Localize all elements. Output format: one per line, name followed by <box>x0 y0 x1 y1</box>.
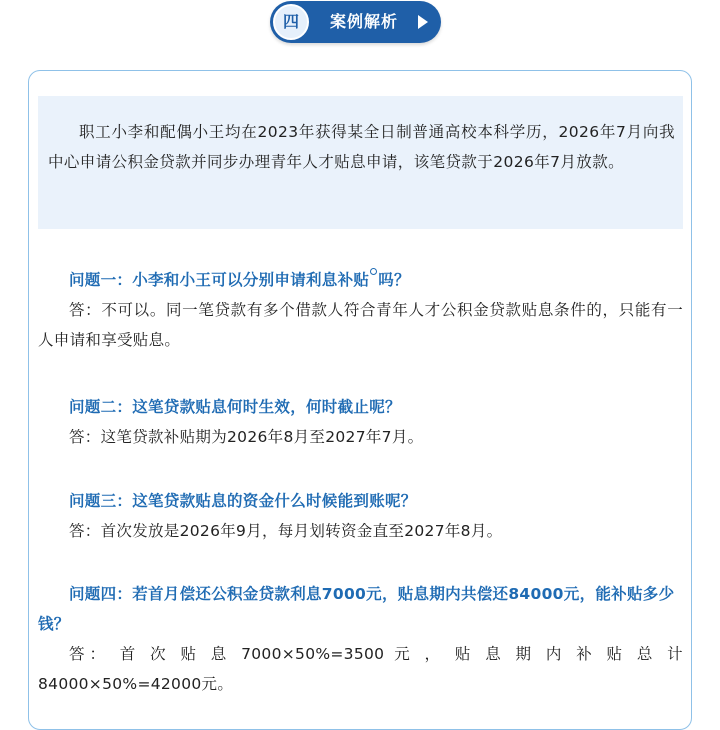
case-intro-text: 职工小李和配偶小王均在2023年获得某全日制普通高校本科学历，2026年7月向我中心申请公积金贷款并同步办理青年人才贴息申请，该笔贷款于2026年7月放款。 <box>48 123 675 171</box>
case-intro-box <box>38 96 683 229</box>
answer-2: 答：这笔贷款补贴期为2026年8月至2027年7月。 <box>69 428 424 446</box>
qa-item-2 <box>38 392 683 452</box>
search-icon[interactable] <box>370 268 377 275</box>
question-1 <box>38 265 683 295</box>
question-1-text: 问题一：小李和小王可以分别申请利息补贴 <box>69 271 370 289</box>
answer-4-line-2: 84000×50%=42000元。 <box>38 675 234 693</box>
answer-4-line-1: 答： 首 次 贴 息 7000×50%=3500 元 ， 贴 息 期 内 补 贴 总 计 <box>69 645 683 663</box>
answer-3: 答：首次发放是2026年9月，每月划转资金直至2027年8月。 <box>69 522 503 540</box>
question-1-suffix: 吗？ <box>378 271 410 289</box>
question-3: 问题三：这笔贷款贴息的资金什么时候能到账呢？ <box>69 492 417 510</box>
question-2: 问题二：这笔贷款贴息何时生效，何时截止呢？ <box>69 398 401 416</box>
qa-item-3 <box>38 486 683 546</box>
play-icon <box>418 15 428 29</box>
qa-item-4 <box>38 579 683 699</box>
question-4: 问题四：若首月偿还公积金贷款利息7000元，贴息期内共偿还84000元，能补贴多少钱？ <box>38 585 675 633</box>
section-number: 四 <box>273 4 309 40</box>
qa-item-1 <box>38 265 683 355</box>
answer-1: 答：不可以。同一笔贷款有多个借款人符合青年人才公积金贷款贴息条件的，只能有一人申请和享受贴息。 <box>38 301 683 349</box>
section-title: 案例解析 <box>330 12 399 31</box>
section-header-badge <box>270 1 441 43</box>
